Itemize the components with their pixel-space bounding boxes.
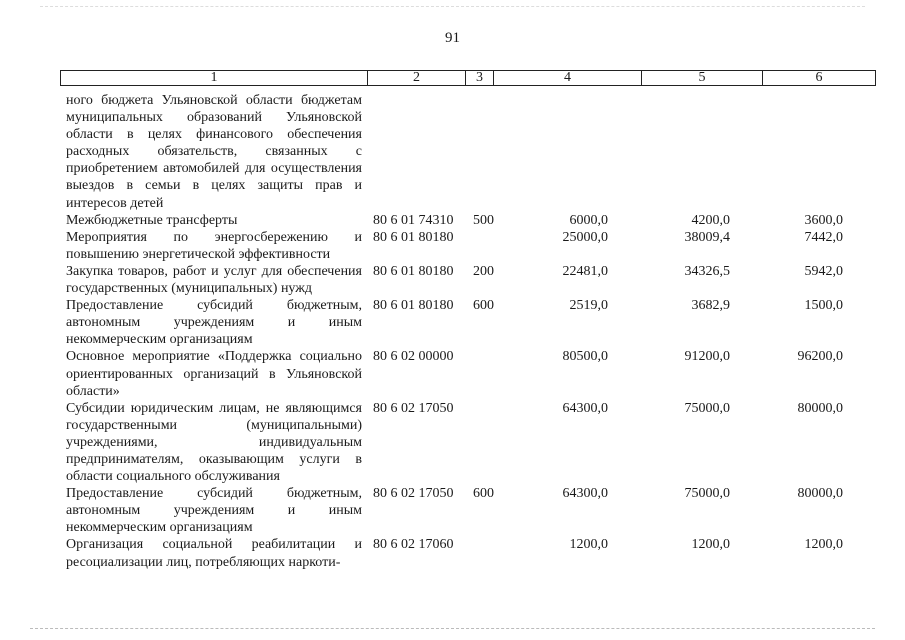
row-value-col5: 75000,0 xyxy=(684,400,730,416)
table-row xyxy=(66,485,846,536)
row-value-col6: 3600,0 xyxy=(804,212,843,228)
row-name: Субсидии юридическим лицам, не являющимся государственными (муниципальными) учреждениями, индивидуальным предпринимателям, оказывающим услуги в области социального обслуживания xyxy=(66,400,362,485)
table-row xyxy=(66,263,846,297)
row-value-col5: 4200,0 xyxy=(691,212,730,228)
row-value-col5: 34326,5 xyxy=(684,263,730,279)
column-header-3: 3 xyxy=(466,71,494,86)
column-header-4: 4 xyxy=(494,71,642,86)
row-value-col5: 91200,0 xyxy=(684,349,730,365)
table-row xyxy=(66,92,846,212)
scan-edge-bottom xyxy=(30,628,875,629)
column-header-5: 5 xyxy=(642,71,763,86)
row-value-col5: 3682,9 xyxy=(691,298,730,314)
row-value-col4: 80500,0 xyxy=(562,349,608,365)
row-value-col6: 80000,0 xyxy=(797,400,843,416)
row-code: 80 6 01 80180 xyxy=(373,229,454,245)
row-kvr: 500 xyxy=(473,212,494,228)
column-header-row xyxy=(61,71,876,86)
row-value-col4: 64300,0 xyxy=(562,400,608,416)
row-code: 80 6 01 74310 xyxy=(373,212,454,228)
row-name: Организация социальной реабилитации и ресоциализации лиц, потребляющих наркоти- xyxy=(66,537,362,570)
row-value-col5: 75000,0 xyxy=(684,486,730,502)
row-value-col5: 1200,0 xyxy=(691,537,730,553)
column-header-1: 1 xyxy=(61,71,368,86)
row-name: Основное мероприятие «Поддержка социально ориентированных организаций в Ульяновской области» xyxy=(66,349,362,399)
row-code: 80 6 01 80180 xyxy=(373,263,454,279)
row-name: Предоставление субсидий бюджетным, автономным учреждениям и иным некоммерческим организациям xyxy=(66,298,362,348)
row-name: ного бюджета Ульяновской области бюджетам муниципальных образований Ульяновской области в целях финансового обеспечения расходных обязательств, связанных с приобретением автомобилей для осуществления выездов в семьи в целях защиты прав и интересов детей xyxy=(66,93,362,211)
row-value-col6: 80000,0 xyxy=(797,486,843,502)
row-value-col6: 96200,0 xyxy=(797,349,843,365)
table-row xyxy=(66,536,846,570)
budget-rows xyxy=(66,92,846,571)
row-value-col6: 7442,0 xyxy=(804,229,843,245)
row-value-col4: 1200,0 xyxy=(569,537,608,553)
row-kvr: 600 xyxy=(473,486,494,502)
row-value-col4: 25000,0 xyxy=(562,229,608,245)
row-code: 80 6 02 00000 xyxy=(373,349,454,365)
row-code: 80 6 01 80180 xyxy=(373,298,454,314)
row-kvr: 600 xyxy=(473,298,494,314)
row-value-col4: 64300,0 xyxy=(562,486,608,502)
row-name: Закупка товаров, работ и услуг для обеспечения государственных (муниципальных) нужд xyxy=(66,263,362,297)
row-value-col6: 1200,0 xyxy=(804,537,843,553)
table-row xyxy=(66,348,846,399)
row-value-col6: 1500,0 xyxy=(804,298,843,314)
column-header-table xyxy=(60,70,876,86)
page-number: 91 xyxy=(445,30,460,46)
table-row xyxy=(66,297,846,348)
row-name: Мероприятия по энергосбережению и повышению энергетической эффективности xyxy=(66,229,362,262)
row-value-col6: 5942,0 xyxy=(804,263,843,279)
row-value-col4: 2519,0 xyxy=(569,298,608,314)
column-header-6: 6 xyxy=(763,71,876,86)
table-row xyxy=(66,212,846,229)
row-kvr: 200 xyxy=(473,263,494,279)
row-code: 80 6 02 17050 xyxy=(373,400,454,416)
table-row xyxy=(66,400,846,485)
row-value-col5: 38009,4 xyxy=(684,229,730,245)
row-name: Предоставление субсидий бюджетным, автономным учреждениям и иным некоммерческим организациям xyxy=(66,486,362,536)
scan-edge-top xyxy=(40,6,865,7)
row-value-col4: 22481,0 xyxy=(562,263,608,279)
row-code: 80 6 02 17060 xyxy=(373,537,454,553)
row-name: Межбюджетные трансферты xyxy=(66,212,238,228)
column-header-2: 2 xyxy=(368,71,466,86)
table-row xyxy=(66,229,846,263)
row-code: 80 6 02 17050 xyxy=(373,486,454,502)
row-value-col4: 6000,0 xyxy=(569,212,608,228)
